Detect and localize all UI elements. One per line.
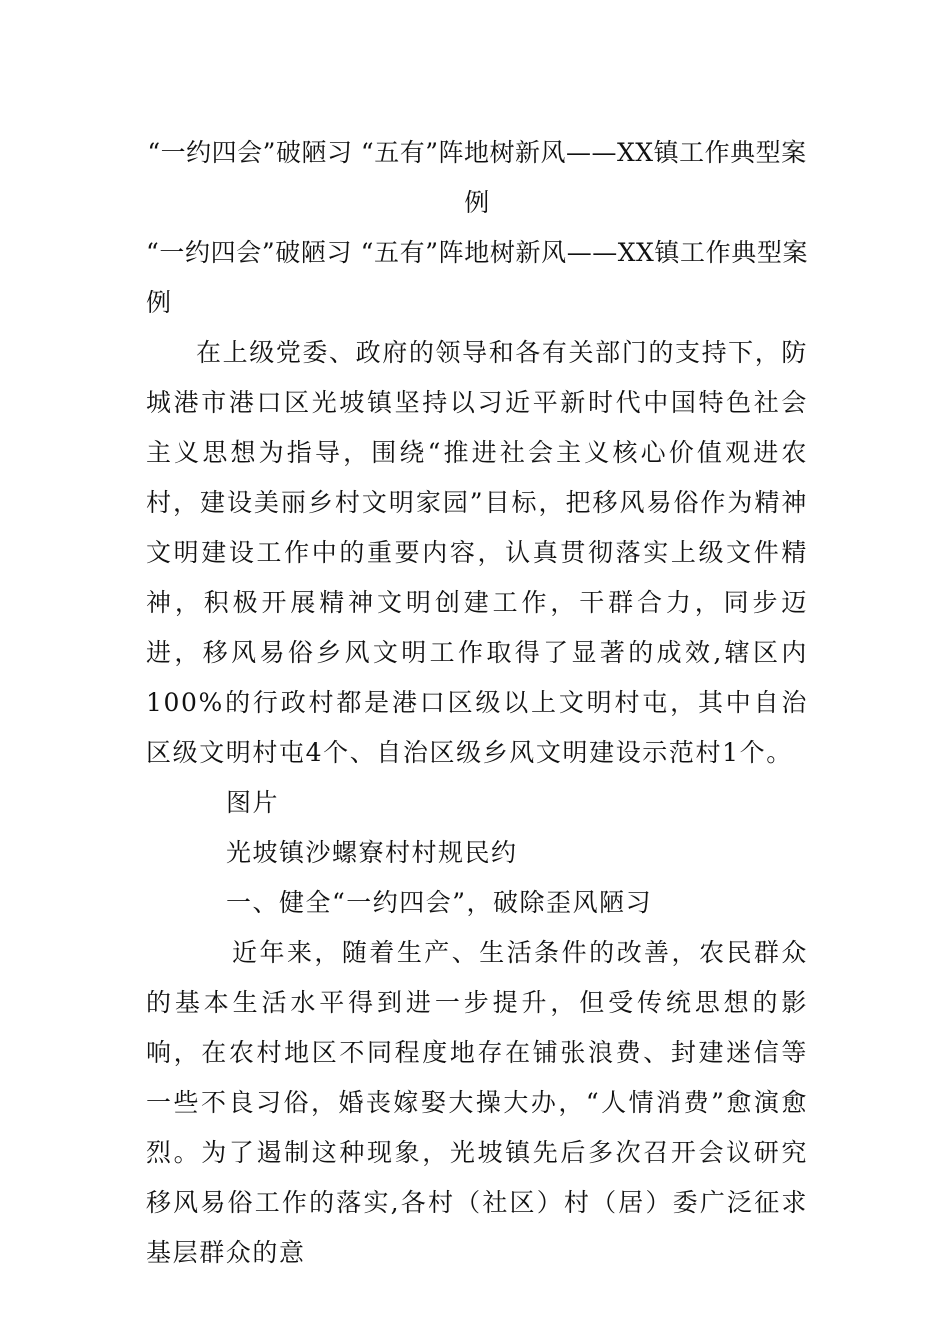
section-heading: 一、健全“一约四会”，破除歪风陋习 bbox=[226, 888, 653, 917]
image-placeholder-label: 图片 bbox=[226, 788, 280, 817]
document-page bbox=[146, 128, 808, 1278]
section-paragraph: 近年来，随着生产、生活条件的改善，农民群众的基本生活水平得到进一步提升，但受传统思想的影响，在农村地区不同程度地存在铺张浪费、封建迷信等一些不良习俗，婚丧嫁娶大操大办，“人情消费”愈演愈烈。为了遏制这种现象，光坡镇先后多次召开会议研究移风易俗工作的落实,各村（社区）村（居）委广泛征求基层群众的意 bbox=[146, 938, 808, 1267]
intro-paragraph: 在上级党委、政府的领导和各有关部门的支持下，防城港市港口区光坡镇坚持以习近平新时代中国特色社会主义思想为指导，围绕“推进社会主义核心价值观进农村，建设美丽乡村文明家园”目标，把移风易俗作为精神文明建设工作中的重要内容，认真贯彻落实上级文件精神，积极开展精神文明创建工作，干群合力，同步迈进，移风易俗乡风文明工作取得了显著的成效,辖区内100%的行政村都是港口区级以上文明村屯，其中自治区级文明村屯4个、自治区级乡风文明建设示范村1个。 bbox=[146, 338, 808, 767]
document-title: “一约四会”破陋习 “五有”阵地树新风——XX镇工作典型案例 bbox=[147, 138, 807, 217]
image-caption: 光坡镇沙螺寮村村规民约 bbox=[226, 838, 518, 867]
document-title-repeat: “一约四会”破陋习 “五有”阵地树新风——XX镇工作典型案例 bbox=[146, 238, 808, 317]
